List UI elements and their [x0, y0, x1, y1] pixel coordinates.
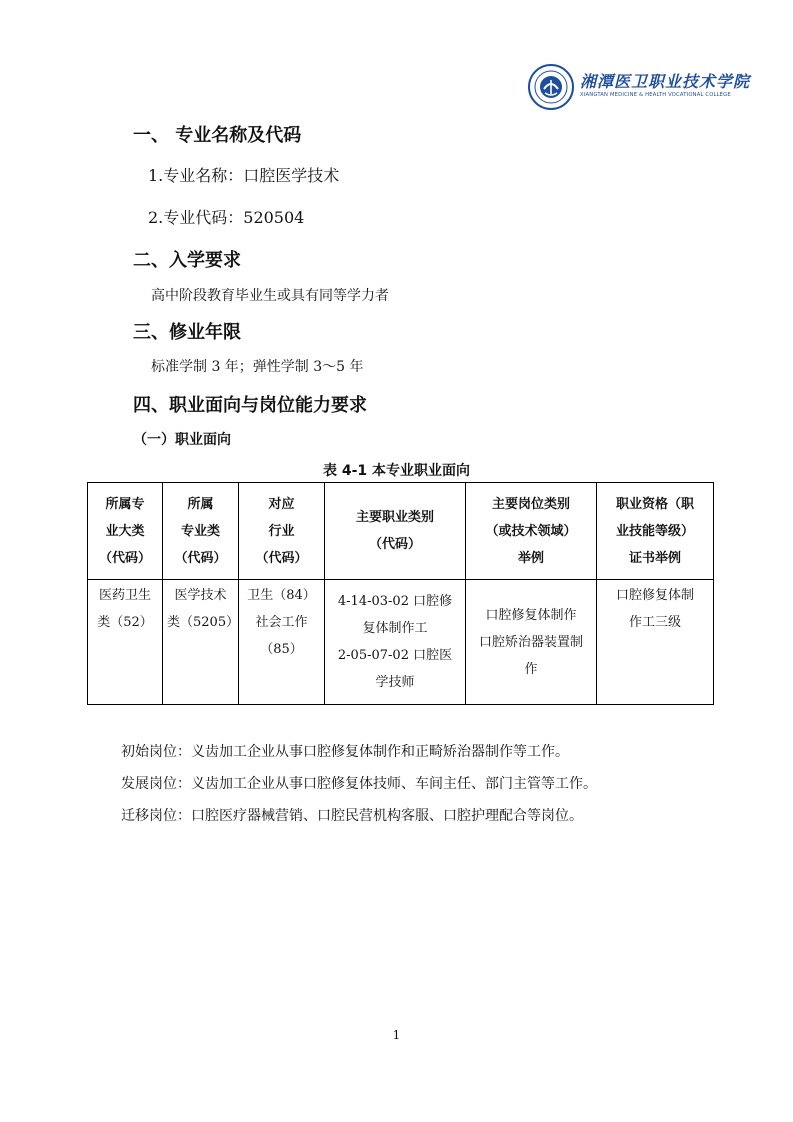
study-years-text: 标准学制 3 年；弹性学制 3～5 年	[151, 359, 364, 375]
header-certificate: 职业资格（职 业技能等级） 证书举例	[597, 483, 714, 580]
header-job-category: 主要岗位类别 （或技术领域） 举例	[466, 483, 597, 580]
cell-job-category: 口腔修复体制作 口腔矫治器装置制 作	[466, 580, 597, 705]
header-major-category: 所属专 业大类 （代码）	[88, 483, 163, 580]
cell-certificate: 口腔修复体制 作工三级	[597, 580, 714, 705]
page-number: 1	[392, 1028, 401, 1042]
table-caption: 表 4-1 本专业职业面向	[322, 463, 471, 479]
table-header-row	[88, 483, 714, 580]
college-logo	[528, 64, 751, 112]
heading-career-orientation: 四、职业面向与岗位能力要求	[133, 395, 367, 416]
career-orientation-table	[87, 482, 714, 705]
header-industry: 对应 行业 （代码）	[239, 483, 325, 580]
table-row	[88, 580, 714, 705]
development-post: 发展岗位：义齿加工企业从事口腔修复体技师、车间主任、部门主管等工作。	[121, 776, 597, 792]
logo-college-name: 湘潭医卫职业技术学院	[580, 72, 751, 91]
heading-study-years: 三、修业年限	[133, 322, 241, 343]
migration-post: 迁移岗位：口腔医疗器械营销、口腔民营机构客服、口腔护理配合等岗位。	[121, 808, 583, 824]
header-occupation-category: 主要职业类别 （代码）	[325, 483, 466, 580]
logo-college-english: XIANGTAN MEDICINE & HEALTH VOCATIONAL COLLEGE	[580, 92, 731, 98]
cell-major-category: 医药卫生 类（52）	[88, 580, 163, 705]
cell-occupation-category: 4-14-03-02 口腔修 复体制作工 2-05-07-02 口腔医 学技师	[325, 580, 466, 705]
initial-post: 初始岗位：义齿加工企业从事口腔修复体制作和正畸矫治器制作等工作。	[121, 744, 569, 760]
college-emblem-icon	[528, 64, 574, 110]
cell-industry: 卫生（84） 社会工作 （85）	[239, 580, 325, 705]
header-major-class: 所属 专业类 （代码）	[163, 483, 239, 580]
cell-major-class: 医学技术 类（5205）	[163, 580, 239, 705]
heading-major-name-code: 一、 专业名称及代码	[133, 125, 302, 146]
heading-admission: 二、入学要求	[133, 250, 241, 271]
subheading-career-orientation: （一）职业面向	[133, 432, 231, 448]
admission-requirement: 高中阶段教育毕业生或具有同等学力者	[151, 288, 389, 304]
major-name-line: 1.专业名称：口腔医学技术	[148, 166, 340, 185]
major-code-line: 2.专业代码：520504	[148, 208, 305, 227]
